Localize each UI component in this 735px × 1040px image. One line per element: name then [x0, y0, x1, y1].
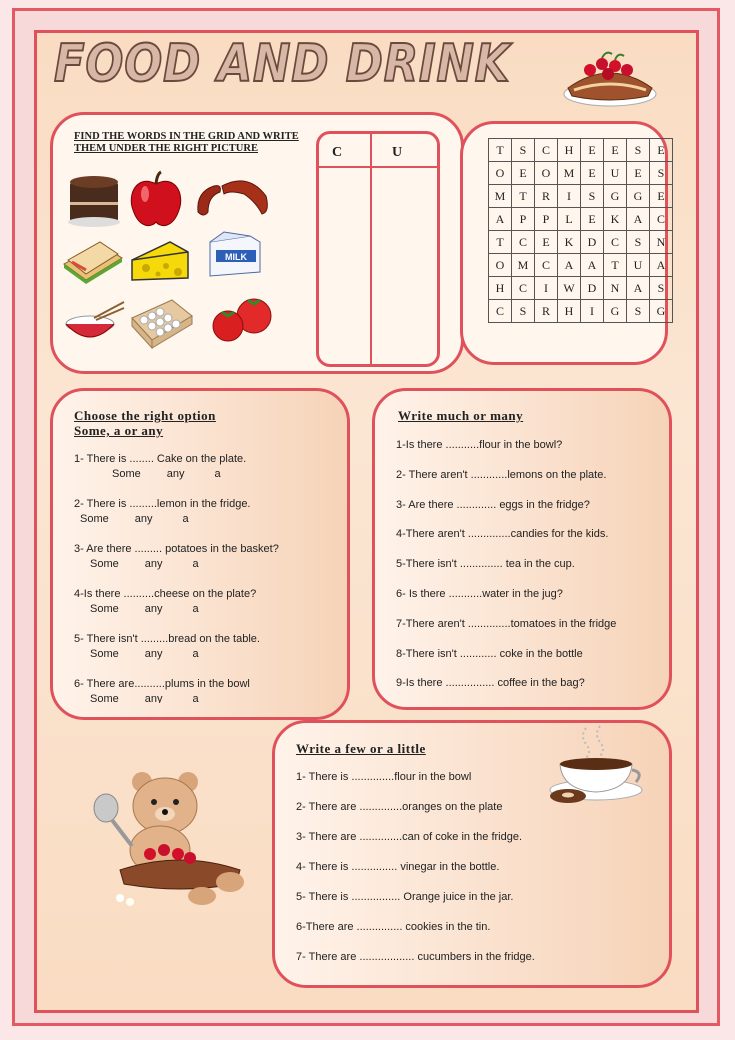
grid-cell: S	[512, 300, 535, 323]
option-any[interactable]: any	[144, 558, 163, 570]
grid-cell: C	[535, 139, 558, 162]
option-some[interactable]: Some	[90, 693, 119, 703]
much-many-question: 6- Is there ...........water in the jug?	[396, 588, 563, 600]
few-little-question: 1- There is ..............flour in the bowl	[296, 771, 472, 783]
option-a[interactable]: a	[192, 693, 199, 703]
some-any-question: 3- Are there ......... potatoes in the basket?	[74, 543, 279, 555]
grid-cell: E	[581, 139, 604, 162]
grid-cell: S	[627, 231, 650, 254]
column-c-label: C	[332, 145, 343, 160]
grid-cell: G	[604, 185, 627, 208]
grid-cell: I	[535, 277, 558, 300]
option-any[interactable]: any	[166, 468, 185, 480]
grid-cell: E	[581, 162, 604, 185]
option-some[interactable]: Some	[80, 513, 109, 525]
grid-cell: N	[650, 231, 673, 254]
grid-cell: P	[535, 208, 558, 231]
some-any-options	[90, 693, 199, 703]
much-many-question: 4-There aren't ..............candies for the kids.	[396, 528, 609, 541]
c-u-column-divider	[370, 133, 372, 365]
grid-cell: A	[627, 277, 650, 300]
few-little-question: 3- There are ..............can of coke in the fridge.	[296, 831, 523, 843]
few-little-question: 6-There are ............... cookies in the tin.	[296, 921, 491, 933]
cherry-pie-icon	[560, 48, 660, 110]
page-title: FOOD AND DRINK	[54, 34, 511, 94]
grid-cell: E	[604, 139, 627, 162]
grid-row	[489, 162, 673, 185]
much-many-question: 7-There aren't ..............tomatoes in the fridge	[396, 617, 617, 630]
option-any[interactable]: any	[144, 693, 163, 703]
grid-cell: T	[489, 139, 512, 162]
grid-cell: M	[558, 162, 581, 185]
grid-cell: W	[558, 277, 581, 300]
grid-row	[489, 185, 673, 208]
few-little-question: 4- There is ............... vinegar in the bottle.	[296, 861, 500, 873]
grid-cell: E	[627, 162, 650, 185]
grid-cell: C	[604, 231, 627, 254]
grid-row	[489, 300, 673, 323]
milk-label: MILK	[225, 252, 247, 262]
much-many-panel	[372, 388, 672, 710]
grid-cell: A	[558, 254, 581, 277]
grid-cell: P	[512, 208, 535, 231]
option-a[interactable]: a	[182, 513, 189, 525]
grid-row	[489, 231, 673, 254]
grid-cell: U	[627, 254, 650, 277]
grid-cell: E	[535, 231, 558, 254]
option-any[interactable]: any	[144, 648, 163, 660]
rice-bowl-icon	[60, 300, 126, 348]
option-a[interactable]: a	[192, 648, 199, 660]
grid-cell: S	[581, 185, 604, 208]
some-any-options	[80, 513, 189, 525]
sausage-icon	[192, 172, 272, 222]
much-many-question: 3- Are there ............. eggs in the fridge?	[396, 498, 590, 511]
coffee-cup-icon	[546, 724, 646, 804]
grid-cell: E	[581, 208, 604, 231]
option-some[interactable]: Some	[90, 558, 119, 570]
grid-cell: A	[581, 254, 604, 277]
grid-cell: K	[558, 231, 581, 254]
grid-cell: G	[650, 300, 673, 323]
cheese-icon	[130, 238, 190, 284]
grid-cell: R	[535, 185, 558, 208]
grid-cell: T	[604, 254, 627, 277]
option-some[interactable]: Some	[90, 648, 119, 660]
grid-cell: E	[650, 185, 673, 208]
some-any-question: 4-Is there ..........cheese on the plate?	[74, 588, 257, 600]
few-little-question: 7- There are .................. cucumbers in the fridge.	[296, 951, 535, 963]
some-any-question: 2- There is .........lemon in the fridge.	[74, 498, 251, 510]
grid-cell: S	[512, 139, 535, 162]
option-a[interactable]: a	[192, 603, 199, 615]
instruction-line-1: FIND THE WORDS IN THE GRID AND WRITE	[74, 131, 299, 142]
few-little-question: 2- There are ..............oranges on the plate	[296, 801, 503, 813]
grid-cell: E	[650, 139, 673, 162]
grid-cell: O	[489, 162, 512, 185]
grid-cell: G	[604, 300, 627, 323]
some-any-heading-2: Some, a or any	[74, 423, 164, 438]
option-a[interactable]: a	[214, 468, 221, 480]
grid-cell: T	[489, 231, 512, 254]
grid-cell: D	[581, 231, 604, 254]
grid-cell: E	[512, 162, 535, 185]
grid-row	[489, 208, 673, 231]
teddy-bear-icon	[90, 770, 260, 916]
grid-cell: A	[627, 208, 650, 231]
much-many-question: 5-There isn't .............. tea in the cup.	[396, 558, 575, 571]
some-any-options	[90, 558, 199, 570]
column-u-label: U	[392, 145, 403, 160]
grid-cell: L	[558, 208, 581, 231]
few-little-heading: Write a few or a little	[296, 741, 426, 756]
grid-row	[489, 254, 673, 277]
some-any-question: 1- There is ........ Cake on the plate.	[74, 453, 247, 465]
grid-cell: N	[604, 277, 627, 300]
grid-row	[489, 277, 673, 300]
much-many-heading: Write much or many	[398, 408, 524, 423]
grid-cell: M	[512, 254, 535, 277]
option-any[interactable]: any	[144, 603, 163, 615]
grid-cell: O	[489, 254, 512, 277]
tomatoes-icon	[208, 294, 278, 344]
grid-cell: S	[650, 162, 673, 185]
grid-cell: S	[627, 300, 650, 323]
some-any-options	[90, 648, 199, 660]
grid-cell: C	[489, 300, 512, 323]
grid-cell: T	[512, 185, 535, 208]
grid-cell: R	[535, 300, 558, 323]
grid-cell: S	[627, 139, 650, 162]
grid-cell: H	[489, 277, 512, 300]
some-any-question: 6- There are..........plums in the bowl	[74, 678, 250, 690]
much-many-question: 2- There aren't ............lemons on the plate.	[396, 468, 607, 481]
much-many-question: 8-There isn't ............ coke in the bottle	[396, 647, 583, 660]
grid-cell: S	[650, 277, 673, 300]
some-any-options	[90, 603, 199, 615]
apple-icon	[127, 170, 185, 230]
grid-cell: A	[489, 208, 512, 231]
much-many-question: 9-Is there ................ coffee in the bag?	[396, 677, 585, 690]
much-many-question: 1-Is there ...........flour in the bowl?	[396, 439, 563, 451]
grid-cell: A	[650, 254, 673, 277]
grid-cell: M	[489, 185, 512, 208]
grid-cell: I	[558, 185, 581, 208]
grid-cell: H	[558, 300, 581, 323]
some-any-options	[112, 468, 221, 480]
grid-cell: C	[650, 208, 673, 231]
grid-cell: I	[581, 300, 604, 323]
milk-carton-icon	[204, 230, 264, 278]
some-any-question: 5- There isn't .........bread on the table.	[74, 633, 260, 645]
some-any-heading-1: Choose the right option	[74, 408, 216, 423]
grid-cell: C	[512, 231, 535, 254]
grid-cell: K	[604, 208, 627, 231]
option-any[interactable]: any	[134, 513, 153, 525]
grid-row	[489, 139, 673, 162]
option-some[interactable]: Some	[90, 603, 119, 615]
grid-cell: C	[512, 277, 535, 300]
sandwich-icon	[60, 238, 126, 286]
grid-cell: C	[535, 254, 558, 277]
grid-cell: D	[581, 277, 604, 300]
grid-cell: O	[535, 162, 558, 185]
option-some[interactable]: Some	[112, 468, 141, 480]
find-words-instruction	[74, 131, 299, 155]
grid-cell: H	[558, 139, 581, 162]
word-search-grid	[488, 138, 673, 323]
grid-cell: G	[627, 185, 650, 208]
cake-icon	[66, 172, 122, 228]
instruction-line-2: THEM UNDER THE RIGHT PICTURE	[74, 143, 258, 154]
option-a[interactable]: a	[192, 558, 199, 570]
few-little-question: 5- There is ................ Orange juice in the jar.	[296, 891, 514, 903]
c-u-header-divider	[318, 166, 438, 168]
grid-cell: U	[604, 162, 627, 185]
eggs-icon	[128, 296, 194, 350]
